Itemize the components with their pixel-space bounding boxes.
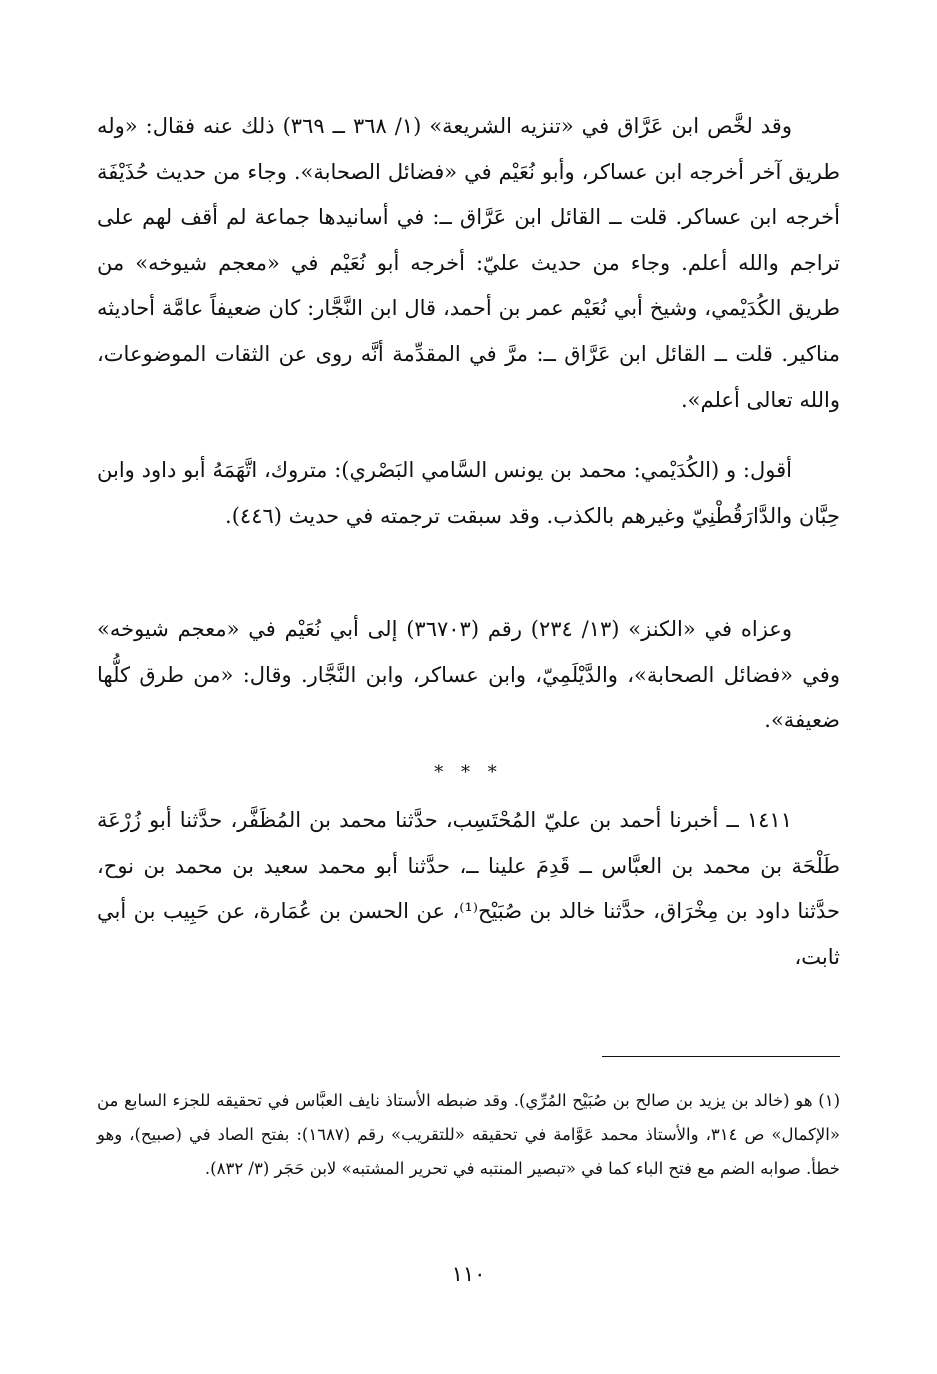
footnote-1: (١) هو (خالد بن يزيد بن صالح بن صُبَيْح المُرِّي). وقد ضبطه الأستاذ نايف العبَّاس في تحقيقه للجزء السابع من «الإكمال» ص ٣١٤، والأستاذ محمد عَوَّامة في تحقيقه «للتقريب» رقم (١٦٨٧): بفتح الصاد في (صبيح)، وهو خطأ. صوابه الضم مع فتح الباء كما في «تبصير المنتبه في تحرير المشتبه» لابن حَجَر (٣/ ٨٣٢). xyxy=(97,1090,840,1179)
paragraph-ibn-arraq-summary: وقد لخَّص ابن عَرَّاق في «تنزيه الشريعة» (١/ ٣٦٨ ــ ٣٦٩) ذلك عنه فقال: «وله طريق آخر أخرجه ابن عساكر، وأبو نُعَيْم في «فضائل الصحابة». وجاء من حديث حُذَيْفَة أخرجه ابن عساكر. قلت ــ القائل ابن عَرَّاق ــ: في أسانيدها جماعة لم أقف لهم على تراجم والله أعلم. وجاء من حديث عليّ: أخرجه أبو نُعَيْم في «معجم شيوخه» من طريق الكُدَيْمي، وشيخ أبي نُعَيْم عمر بن أحمد، قال ابن النَّجَّار: كان ضعيفاً عامَّة أحاديثه مناكير. قلت ــ القائل ابن عَرَّاق ــ: مرَّ في المقدِّمة أنَّه روى عن الثقات الموضوعات، والله تعالى أعلم». xyxy=(97,114,840,412)
footnote-divider xyxy=(602,1056,840,1057)
paragraph-hadith-1411: ١٤١١ ــ أخبرنا أحمد بن عليّ المُحْتَسِب، حدَّثنا محمد بن المُظَفَّر، حدَّثنا أبو زُرْعَة طَلْحَة بن محمد بن العبَّاس ــ قَدِمَ علينا ــ، حدَّثنا أبو محمد سعيد بن محمد بن نوح، حدَّثنا داود بن مِخْرَاق، حدَّثنا خالد بن صُبَيْح⁽¹⁾، عن الحسن بن عُمَارة، عن حَبِيب بن أبي ثابت، xyxy=(97,808,840,969)
paragraph-aqul-kudaymi: أقول: و (الكُدَيْمي: محمد بن يونس السَّامي البَصْري): متروك، اتَّهَمَهُ أبو داود وابن حِبَّان والدَّارَقُطْنِيّ وغيرهم بالكذب. وقد سبقت ترجمته في حديث (٤٤٦). xyxy=(97,458,840,528)
section-separator: * * * xyxy=(434,762,503,783)
paragraph-kanz-attribution: وعزاه في «الكنز» (١٣/ ٢٣٤) رقم (٣٦٧٠٣) إلى أبي نُعَيْم في «معجم شيوخه» وفي «فضائل الصحابة»، والدَّيْلَمِيّ، وابن عساكر، وابن النَّجَّار. وقال: «من طرق كلُّها ضعيفة». xyxy=(97,617,840,733)
page-number: ١١٠ xyxy=(451,1262,486,1286)
